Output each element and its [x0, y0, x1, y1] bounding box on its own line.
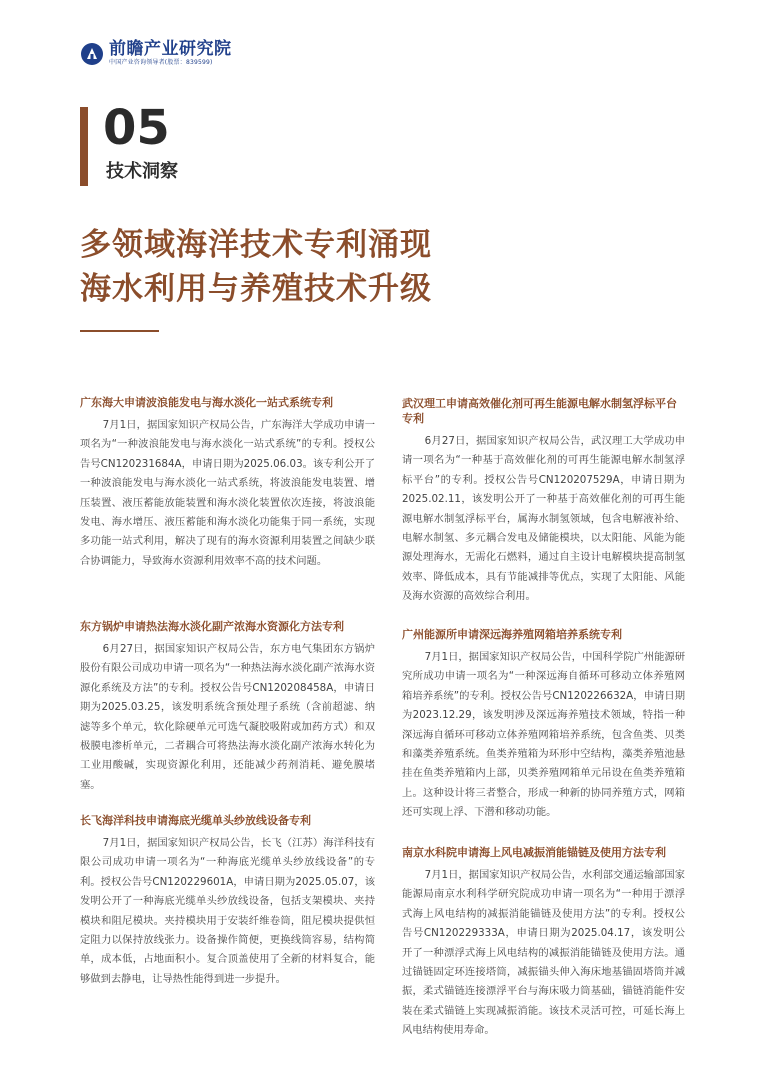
article-body: 7月1日，据国家知识产权局公告，水利部交通运输部国家能源局南京水利科学研究院成功申请一项名为“一种用于漂浮式海上风电结构的减振消能锚链及使用方法”的专利。授权公告号CN120229333A，申请日期为2025.04.17，该发明公开了一种漂浮式海上风电结构的减振消能锚链及使用方法。通过锚链固定环连接塔筒，减振锚头伸入海床地基锚固塔筒并减振，柔式锚链连接漂浮平台与海床吸力筒基础，锚链消能件安装在柔式锚链上实现减振消能。该技术灵活可控，可延长海上风电结构使用寿命。: [402, 869, 685, 1037]
article-changfei-marine: [80, 813, 375, 989]
logo-mark-icon: [80, 42, 104, 66]
section-accent-bar: [80, 107, 88, 186]
article-title: 武汉理工申请高效催化剂可再生能源电解水制氢浮标平台专利: [402, 397, 677, 425]
article-title: 东方锅炉申请热法海水淡化副产浓海水资源化方法专利: [80, 620, 344, 633]
article-body: 6月27日，据国家知识产权局公告，武汉理工大学成功申请一项名为“一种基于高效催化剂的可再生能源电解水制氢浮标平台”的专利。授权公告号CN120207529A，申请日期为2025.02.11，该发明公开了一种基于高效催化剂的可再生能源电解水制氢浮标平台，属海水制氢领域，包含电解液补给、电解水制氢、多元耦合发电及储能模块，以太阳能、风能为能源处理海水，无需化石燃料，通过自主设计电解模块提高制氢效率、降低成本，具有节能减排等优点，实现了太阳能、风能及海水资源的高效综合利用。: [402, 435, 685, 603]
article-guangdong-ocean: [80, 395, 375, 571]
article-dongfang-boiler: [80, 619, 375, 795]
section-name: 技术洞察: [106, 161, 178, 182]
article-title: 广州能源所申请深远海养殖网箱培养系统专利: [402, 628, 622, 641]
article-nanjing-hydraulic: [402, 845, 685, 1041]
headline-line-1: 多领域海洋技术专利涌现: [80, 227, 432, 263]
article-body: 7月1日，据国家知识产权局公告，广东海洋大学成功申请一项名为“一种波浪能发电与海水淡化一站式系统”的专利。授权公告号CN120231684A，申请日期为2025.06.03。该专利公开了一种波浪能发电与海水淡化一站式系统，将波浪能发电装置、增压装置、液压蓄能放能装置和海水淡化装置依次连接，将波浪能发电、海水增压、液压蓄能和海水淡化功能集于同一系统，实现多功能一站式利用，解决了现有的海水资源利用装置之间缺少联合协调能力，导致海水资源利用效率不高的技术问题。: [80, 419, 375, 567]
article-wuhan-tech: [402, 396, 685, 607]
brand-logo: [80, 40, 232, 67]
article-title: 南京水科院申请海上风电减振消能锚链及使用方法专利: [402, 846, 666, 859]
article-body: 7月1日，据国家知识产权局公告，长飞（江苏）海洋科技有限公司成功申请一项名为“一种海底光缆单头纱放线设备”的专利。授权公告号CN120229601A，申请日期为2025.05.07，该发明公开了一种海底光缆单头纱放线设备，包括支架模块、夹持模块和阻尼模块。夹持模块用于安装纤维卷筒，阻尼模块提供恒定阻力以保持放线张力。设备操作简便，更换线筒容易，结构简单，成本低，占地面积小。复合顶盖使用了全新的材料复合，能够做到去静电，让导热性能得到进一步提升。: [80, 837, 375, 985]
article-body: 6月27日，据国家知识产权局公告，东方电气集团东方锅炉股份有限公司成功申请一项名为“一种热法海水淡化副产浓海水资源化系统及方法”的专利。授权公告号CN120208458A，申请日期为2025.03.25，该发明系统含预处理子系统（含前超滤、纳滤等多个单元，软化除硬单元可选气凝胶吸附或加药方式）和双极膜电渗析单元，二者耦合可将热法海水淡化副产浓海水转化为工业用酸碱，实现资源化利用，还能减少药剂消耗、避免膜堵塞。: [80, 643, 375, 791]
brand-subtitle: 中国产业咨询领导者(股票：839599): [109, 59, 213, 66]
section-number: 05: [103, 100, 170, 156]
article-body: 7月1日，据国家知识产权局公告，中国科学院广州能源研究所成功申请一项名为“一种深远海自循环可移动立体养殖网箱培养系统”的专利。授权公告号CN120226632A，申请日期为2023.12.29，该发明涉及深远海养殖技术领域，特指一种深远海自循环可移动立体养殖网箱培养系统，包含鱼类、贝类和藻类养殖系统。鱼类养殖箱为环形中空结构，藻类养殖池悬挂在鱼类养殖箱内上部，贝类养殖网箱单元吊设在鱼类养殖箱上。这种设计将三者整合，形成一种新的协同养殖方式，网箱还可实现上浮、下潜和移动功能。: [402, 651, 685, 819]
headline-line-2: 海水利用与养殖技术升级: [80, 271, 432, 307]
article-title: 广东海大申请波浪能发电与海水淡化一站式系统专利: [80, 396, 333, 409]
brand-name: 前瞻产业研究院: [109, 39, 232, 59]
headline-divider: [80, 330, 159, 332]
headline: [80, 223, 700, 311]
article-guangzhou-energy: [402, 627, 685, 823]
article-title: 长飞海洋科技申请海底光缆单头纱放线设备专利: [80, 814, 311, 827]
